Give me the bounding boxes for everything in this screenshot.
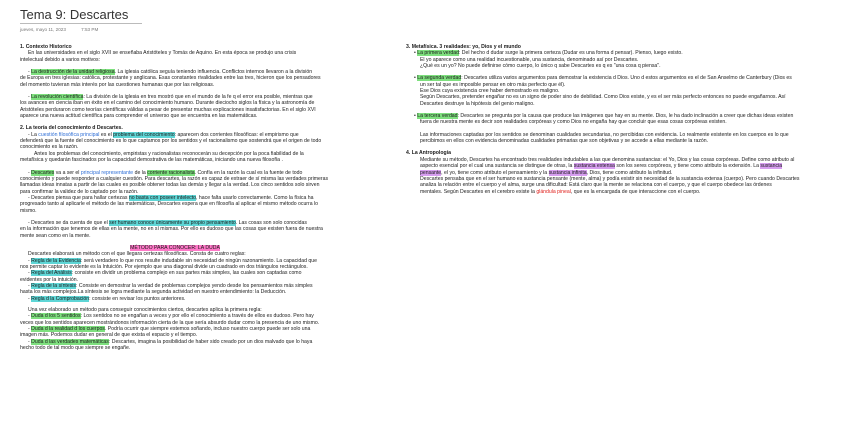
paragraph-line: - La destrucción de la unidad religiosa. La iglesia católica seguía teniendo influencia. Conflictos internos llevaron a la división [28, 69, 313, 76]
paragraph-line: pensante, el yo, tiene como atributo el pensamiento y la sustancia infinita, Dios, tiene como atributo la infinitud. [420, 169, 673, 176]
paragraph-line: hasta los más complejos.La síntesis se logra mediante la segunda actividad en nuestro entendimiento: la Deducción. [20, 289, 287, 296]
page-meta [20, 27, 112, 32]
paragraph-line: para confirmar la validez de lo captado por la razón. [20, 188, 139, 195]
paragraph-line: un ser tal que es imposible pensar en otro más perfecto que él). [420, 81, 566, 88]
highlight: no basta con poseer intelecto [128, 194, 197, 201]
highlight: La tercera verdad [417, 113, 458, 120]
paragraph-line: - Regla de la Evidencia: será verdadero lo que nos resulte indudable sin necesidad de ningún razonamiento. La capacidad que [28, 257, 317, 264]
highlight: Regla de la Evidencia [31, 257, 81, 264]
paragraph-line: del momento tuvieran más interés por las cuestiones humanas que por las religiosas. [20, 81, 215, 88]
paragraph-line: imagen más. Podemos dudar en general de que exista el espacio y el tiempo. [20, 332, 198, 339]
highlight: Descartes [31, 169, 55, 176]
section-heading: 1. Contexto Historico [20, 44, 72, 50]
paragraph-line: veces que los sentidos aparecen mostrándonos información cierta de la que sería absurdo dudar como la presencia de uno mismo. [20, 319, 320, 326]
paragraph-line: ¿Qué es un yo? No puede definirse cómo cuerpo, lo único q sabe Descartes es q es "una cosa q piensa". [420, 63, 661, 70]
note-right-column[interactable] [406, 44, 838, 195]
highlight: problema del conocimiento [113, 131, 175, 138]
highlight: Duda d la realidad d los cuerpos [31, 326, 105, 333]
highlight: La revolución científica [31, 94, 84, 101]
paragraph-line: Mediante su método, Descartes ha encontrado tres realidades indudables a las que denomina sustancias: el Yo, Dios y las cosas corpóreas. Define como atributo al [420, 156, 795, 163]
page-time: 7:53 PM [81, 27, 99, 32]
paragraph-line: - Regla de la síntesis: Consiste en demostrar la verdad de problemas complejos yendo desde los pensamientos más simples [28, 283, 313, 289]
paragraph-line: en la información que tenemos de ellas en la mente, no en sí mismas. Por ello es dudoso que las cosas que existen fuera de nuestra [20, 226, 323, 233]
paragraph-line: Descartes destruye la hipótesis del genio maligno. [420, 100, 535, 107]
highlight: Duda d los 5 sentidos [31, 313, 81, 320]
highlight: La primera verdad [417, 50, 459, 57]
paragraph-line: - La revolución científica: La división de la iglesia en tres mostró que en el mundo de la fe q el error era posible, mientras que [28, 94, 313, 101]
paragraph-line: Antes los problemas del conocimiento, empiristas y racionalistas reconocerán su decepción por la poca fiabilidad de la [34, 150, 304, 157]
highlight: ser humano conoce únicamente su propio pensamiento [109, 219, 236, 226]
paragraph-line: - Descartes piensa que para hallar certezas no basta con poseer intelecto, hace falta usarlo correctamente. Como la física ha [28, 194, 314, 201]
highlight: La destrucción de la unidad religiosa [31, 69, 115, 76]
highlight: corriente racionalista [147, 169, 195, 176]
paragraph-line: - Duda d los 5 sentidos: Los sentidos no se engañan a veces y por ello el conocimiento a través de ellos es dudoso. Pero hay [28, 313, 314, 320]
paragraph-line: Las informaciones captadas por los sentidos se denominan cualidades secundarias, no percibidas con evidencia. Lo realmente existente en los cuerpos es lo que [420, 131, 789, 138]
highlight: sustancia [760, 163, 783, 170]
page-date: jueves, mayo 11, 2023 [20, 27, 66, 32]
highlight: La segunda verdad [417, 75, 462, 82]
highlight: pensante [420, 169, 442, 176]
highlight: sustancia infinita [548, 169, 587, 176]
paragraph-line: - Descartes va a ser el principal representante de la corriente racionalista. Confía en la razón la cual es la fuente de todo [28, 169, 303, 176]
paragraph-line: - La cuestión filosófica principal es el problema del conocimiento: aparecen dos corrientes filosóficas: el empirismo que [28, 131, 299, 138]
paragraph-line: metafísica y quedarán fascinados por la capacidad demostrativa de las matemáticas, iniciando una nueva filosofía . [20, 157, 283, 164]
section-heading: 2. La teoría del conocimiento d Descartes. [20, 125, 123, 132]
paragraph-line: percibimos en ellos con evidencia denominadas cualidades primarias que son objetivas y se accede a ellas mediante la razón. [420, 138, 709, 145]
paragraph-line: • La primera verdad: Del hecho d dudar surge la primera certeza (Dudar es una forma d pensar). Pienso, luego existo. [414, 50, 683, 57]
highlight: Regla del Análisis [31, 270, 72, 277]
paragraph-line: evidentes por la intuición. [20, 276, 79, 283]
paragraph-line: Descartes pensaba que en el ser humano es sustancia pensante (mente, alma) y podía existir sin necesidad de la sustancia extensa (cuerpo). Pero cuando Descartes [420, 175, 800, 182]
title-divider [20, 23, 142, 24]
paragraph-line: - Regla del Análisis: consiste en dividir un problema complejo en sus partes más simples, las cuales son captadas como [28, 270, 302, 277]
paragraph-line: El yo aparece como una realidad incuestionable, una sustancia, denominado así por Descartes. [420, 56, 639, 63]
paragraph-line: - Regla d la Comprobación: consiste en revisar los puntos anteriores. [28, 295, 186, 302]
section-heading: 3. Metafísica. 3 realidades: yo, Dios y el mundo [406, 44, 521, 50]
paragraph-line: Aristóteles perduraron como teorías científicas válidas a pesar de presentar muchas explicaciones insatisfactorias. En el siglo XVI [20, 106, 316, 113]
paragraph-line: Descartes elaborará un método con el que llegara certezas filosóficas. Consta de cuatro reglas: [28, 251, 246, 258]
highlight: sustancia extensa [573, 163, 615, 170]
paragraph-line: progresado tanto al aplicarle el método de las matemáticas, Descartes espera que en filosofía al aplicar el mismo método ocurra lo [20, 201, 319, 208]
paragraph-line: defenderá que la fuente del conocimiento es lo que captamos por los sentidos y el racionalismo que sostendrá que el origen de todo [20, 138, 322, 145]
paragraph-line: los avances en ciencia iban en éxito en el camino del conocimiento humano. Durante dieciocho siglos la física y la astronomía de [20, 100, 315, 107]
paragraph-line: Según Descartes, pretender engañar no es un signo de poder sino de debilidad. Como Dios existe, y es el ser más perfecto entonces no puede engañarnos. Así [420, 94, 786, 101]
paragraph-line: - Descartes se da cuenta de que el ser humano conoce únicamente su propio pensamiento. Las cosas son solo conocidas [28, 219, 307, 226]
paragraph-line: Ese Dios cuya existencia cree haber demostrado es maligno. [420, 88, 560, 95]
paragraph-line: nos permite captar lo evidente es la Intuición. Por ejemplo que una diagonal divide un cuadrado en dos triángulos rectángulos. [20, 263, 308, 270]
paragraph-line: • La segunda verdad: Descartes utiliza varios argumentos para demostrar la existencia d Dios. Uno d estos argumentos es el de San Anselmo de Canterbury (Dios es [414, 75, 792, 82]
paragraph-line: mente sean como en la mente. [20, 232, 91, 239]
paragraph-line: Una vez elaborado un método para conseguir conocimientos ciertos, descartes aplica la primera regla: [28, 307, 262, 314]
paragraph-line: mentales. Según Descartes en el cerebro existe la glándula pineal, que es la encargada de que interaccione con el cuerpo. [420, 188, 701, 195]
paragraph-line: conocimiento y puede responder a cualquier cuestión. Para descartes, la razón es capaz de extraer de sí misma las verdades primeras [20, 175, 329, 182]
paragraph-line: analiza la relación entre el cuerpo y el alma, surge una dificultad: Está claro que la mente se relaciona con el cuerpo, y que el cuerpo obedece las órdenes [420, 182, 772, 189]
paragraph-line: hecho todo de tal modo que siempre se engañe. [20, 345, 131, 352]
paragraph-line: de Europa en tres iglesias: católica, protestante y anglicana. Esas constantes rivalidades entre las tres, hicieron que los pensadores [20, 75, 321, 82]
paragraph-line: • La tercera verdad: Descartes se pregunta por la causa que produce las imágenes que hay en su mente. Dios, le ha dado inclinación a creer que dichas ideas existen [414, 113, 794, 120]
highlight: MÉTODO PARA CONOCER: LA DUDA [130, 244, 220, 251]
paragraph-line: llamadas ideas innatas a partir de las cuales es posible obtener todas las demás y llegar a la verdad. Los cinco sentidos solo sirven [20, 182, 320, 189]
section-heading: 4. La Antropología [406, 150, 451, 157]
highlight: Duda d las verdades matemáticas [31, 338, 109, 345]
paragraph-line: En las universidades en el siglo XVII se enseñaba Aristóteles y Tomás de Aquino. En esta época se produjo una crisis [28, 50, 297, 57]
paragraph-line: mismo. [20, 207, 37, 214]
highlight: Regla de la síntesis [31, 283, 77, 289]
paragraph-line: - Duda d las verdades matemáticas: Descartes, imagina la posibilidad de haber sido creado por un dios malvado que lo haya [28, 338, 313, 345]
paragraph-line: intelectual debido a varios motivos: [20, 56, 101, 63]
paragraph-line: aparece una nueva actitud científica para comprender el universo que se encuentra en las matemáticas. [20, 113, 258, 120]
paragraph-line: conocimiento es la razón. [20, 144, 79, 151]
paragraph-line: fuera de nuestra mente es decir son realidades corpóreas y como Dios no engaña hay que concluir que esas cosas corpóreas existen. [420, 119, 727, 126]
paragraph-line: - Duda d la realidad d los cuerpos. Podría ocurrir que siempre estemos soñando, incluso nuestro cuerpo puede ser solo una [28, 326, 311, 333]
paragraph-line: aspecto esencial por el cual una sustancia se distingue de otras, la sustancia extensa son los seres corpóreos, y tiene como atributo la extensión. La sustancia [420, 163, 783, 170]
page-title: Tema 9: Descartes [20, 7, 129, 22]
note-left-column[interactable] [20, 44, 390, 351]
highlight: Regla d la Comprobación [31, 295, 90, 302]
